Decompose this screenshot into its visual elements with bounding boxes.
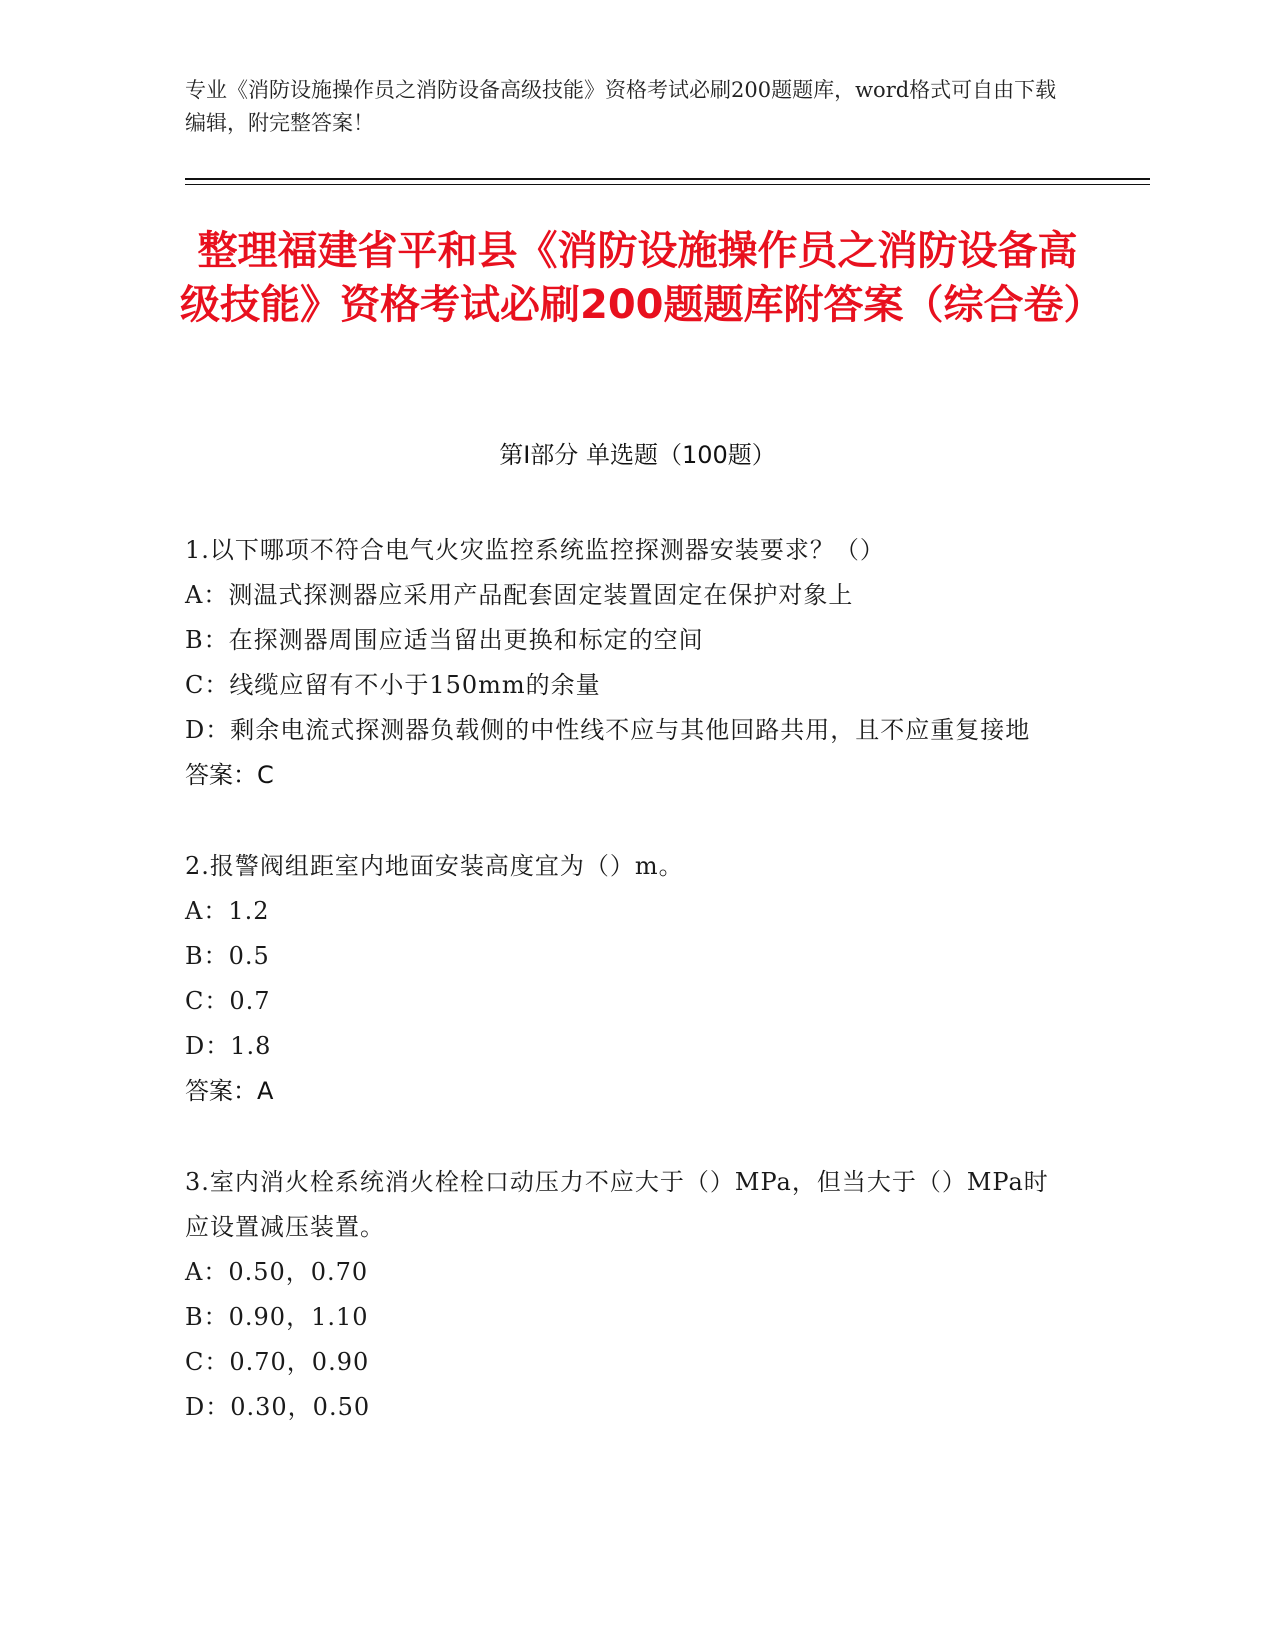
answer: 答案：C [185,761,274,789]
option-a: A：1.2 [185,897,270,925]
answer: 答案：A [185,1077,274,1105]
question-list [185,528,1065,1476]
question-stem: 3.室内消火栓系统消火栓栓口动压力不应大于（）MPa，但当大于（）MPa时应设置减压装置。 [185,1168,1049,1241]
option-b: B：0.5 [185,942,270,970]
option-d: D：1.8 [185,1032,272,1060]
question-stem: 1.以下哪项不符合电气火灾监控系统监控探测器安装要求？（） [185,536,885,564]
option-b: B：在探测器周围应适当留出更换和标定的空间 [185,626,704,654]
option-c: C：线缆应留有不小于150mm的余量 [185,671,601,699]
header-divider-thick [185,178,1150,180]
question-1 [185,528,1065,798]
question-2 [185,844,1065,1114]
option-a: A：0.50，0.70 [185,1258,369,1286]
option-c: C：0.70，0.90 [185,1348,370,1376]
header-note: 专业《消防设施操作员之消防设备高级技能》资格考试必刷200题题库，word格式可自由下载编辑，附完整答案！ [185,78,1057,135]
option-c: C：0.7 [185,987,271,1015]
document-title: 整理福建省平和县《消防设施操作员之消防设备高级技能》资格考试必刷200题题库附答案（综合卷） [180,228,1104,328]
option-d: D：0.30，0.50 [185,1393,371,1421]
option-a: A：测温式探测器应采用产品配套固定装置固定在保护对象上 [185,581,854,609]
header-divider-thin [185,184,1150,185]
section-title: 第Ⅰ部分 单选题（100题） [499,441,776,469]
option-d: D：剩余电流式探测器负载侧的中性线不应与其他回路共用，且不应重复接地 [185,716,1031,744]
question-3 [185,1160,1065,1430]
question-stem: 2.报警阀组距室内地面安装高度宜为（）m。 [185,852,684,880]
option-b: B：0.90，1.10 [185,1303,369,1331]
